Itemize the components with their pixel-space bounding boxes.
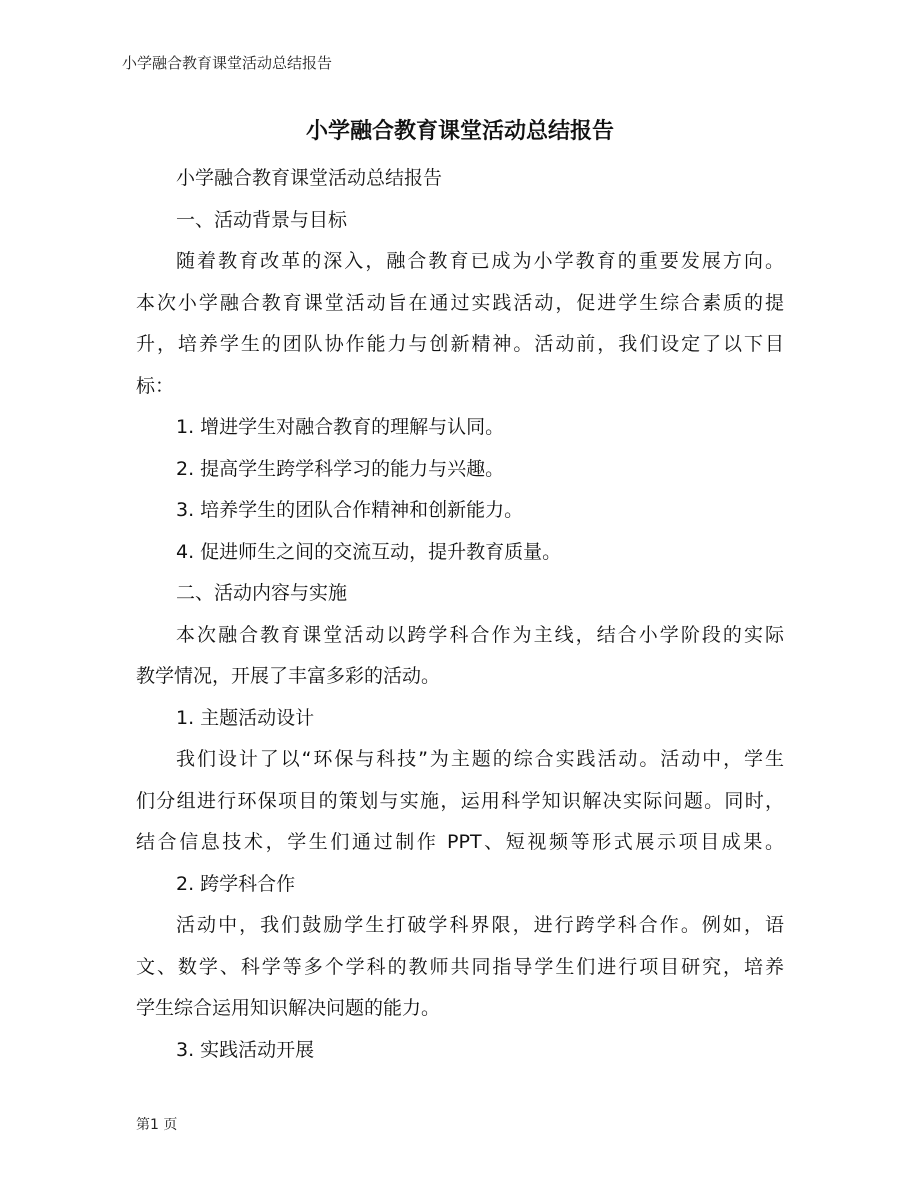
text-line: 1. 增进学生对融合教育的理解与认同。 xyxy=(176,416,505,438)
text-line: 一、活动背景与目标 xyxy=(176,208,348,231)
text-line: 本次融合教育课堂活动以跨学科合作为主线，结合小学阶段的实际 xyxy=(176,623,784,646)
text-line: 4. 促进师生之间的交流互动，提升教育质量。 xyxy=(176,540,562,563)
text-line: 们分组进行环保项目的策划与实施，运用科学知识解决实际问题。同时， xyxy=(136,789,784,812)
text-line: 本次小学融合教育课堂活动旨在通过实践活动，促进学生综合素质的提 xyxy=(136,291,784,314)
text-line: 标： xyxy=(136,374,175,397)
document-title: 小学融合教育课堂活动总结报告 xyxy=(305,119,614,144)
text-line: 随着教育改革的深入，融合教育已成为小学教育的重要发展方向。 xyxy=(176,250,784,272)
text-line: 3. 实践活动开展 xyxy=(176,1038,315,1061)
text-line: 活动中，我们鼓励学生打破学科界限，进行跨学科合作。例如，语 xyxy=(176,914,784,936)
text-line: 1. 主题活动设计 xyxy=(176,706,315,729)
text-line: 2. 提高学生跨学科学习的能力与兴趣。 xyxy=(176,457,505,480)
page-number: 第1 页 xyxy=(136,1117,178,1133)
text-line: 3. 培养学生的团队合作精神和创新能力。 xyxy=(176,499,524,521)
text-line: 结合信息技术，学生们通过制作 PPT、短视频等形式展示项目成果。 xyxy=(136,831,784,853)
text-line: 小学融合教育课堂活动总结报告 xyxy=(176,167,443,189)
text-line: 学生综合运用知识解决问题的能力。 xyxy=(136,997,441,1019)
text-line: 我们设计了以“环保与科技”为主题的综合实践活动。活动中，学生 xyxy=(176,748,784,770)
document-body xyxy=(136,158,784,1071)
running-header: 小学融合教育课堂活动总结报告 xyxy=(122,54,333,72)
text-line: 文、数学、科学等多个学科的教师共同指导学生们进行项目研究，培养 xyxy=(136,955,784,978)
text-line: 升，培养学生的团队协作能力与创新精神。活动前，我们设定了以下目 xyxy=(136,333,784,355)
text-line: 2. 跨学科合作 xyxy=(176,872,296,895)
text-line: 二、活动内容与实施 xyxy=(176,582,348,604)
text-line: 教学情况，开展了丰富多彩的活动。 xyxy=(136,665,441,687)
